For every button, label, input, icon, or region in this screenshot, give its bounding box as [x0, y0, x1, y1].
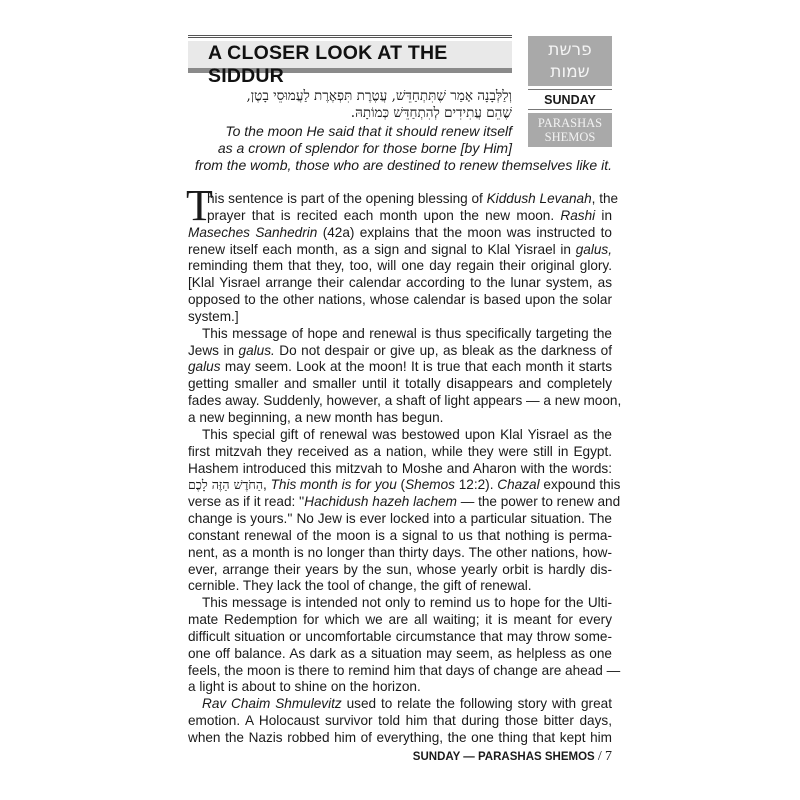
text: first mitzvah they received as a nation, while they were still in Egypt.	[188, 443, 612, 459]
text: getting smaller and smaller until it totally disappears and completely	[188, 376, 612, 392]
text-line	[188, 444, 612, 461]
text: may seem. Look at the moon! It is true that each month it starts	[220, 359, 612, 375]
text-line	[188, 562, 612, 579]
italic-text: galus	[188, 359, 221, 375]
italic-text: galus.	[238, 342, 275, 358]
text: used to relate the following story with great	[341, 696, 612, 712]
parasha-hebrew-line: שמות	[550, 62, 590, 82]
hebrew-text: הַחֹדֶשׁ הַזֶּה לָכֶם	[188, 477, 264, 493]
text: emotion. A Holocaust survivor told him that during those bitter days,	[188, 713, 612, 729]
text: a light is about to shine on the horizon.	[188, 679, 421, 695]
page-footer	[413, 749, 612, 765]
text: , the	[591, 191, 619, 206]
text-line	[188, 309, 612, 326]
italic-text: Rav Chaim Shmulevitz	[202, 696, 342, 712]
parasha-hebrew-line: פרשת	[548, 40, 592, 60]
text: change is yours.'' No Jew is ever locked into a particular situation. The	[188, 511, 612, 527]
italic-text: Shemos	[405, 477, 455, 493]
parasha-hebrew-label	[528, 36, 612, 86]
text: constant renewal of the moon is a signal to us that nothing is perma-	[188, 527, 612, 543]
text: (42a) explains that the moon was instructed to	[317, 224, 612, 240]
quote-translation-line: as a crown of splendor for those borne [by Him]	[217, 140, 512, 156]
text: nent, as a month is no longer than thirty days. The other nations, how-	[188, 544, 612, 560]
text-line	[188, 359, 612, 376]
text: feels, the moon is there to remind him that days of change are ahead —	[188, 662, 621, 678]
text-line	[188, 679, 612, 696]
text: opposed to the other nations, whose calendar is based upon the solar	[188, 292, 612, 308]
divider	[528, 109, 612, 110]
text-line	[188, 730, 612, 747]
text: when the Nazis robbed him of everything, the one thing that kept him	[188, 730, 612, 745]
text: This special gift of renewal was bestowed upon Klal Yisrael as the	[202, 426, 612, 442]
separator: /	[597, 749, 602, 764]
text-line	[188, 326, 612, 343]
text-line	[188, 545, 612, 562]
text: ,	[263, 477, 271, 493]
italic-text: Chazal	[497, 477, 540, 493]
text: prayer that is recited each month upon the new moon.	[207, 207, 561, 223]
day-label: SUNDAY	[544, 93, 596, 107]
text: verse as if it read: ''	[188, 494, 305, 510]
italic-text: Maseches Sanhedrin	[188, 224, 318, 240]
text-line	[188, 713, 612, 730]
parasha-line: PARASHAS	[537, 116, 603, 130]
text: Hashem introduced this mitzvah to Moshe and Aharon with the words:	[188, 460, 612, 476]
text: a new beginning, a new month has begun.	[188, 409, 444, 425]
text-line	[188, 427, 612, 444]
quote-translation-line: from the womb, those who are destined to renew themselves like it.	[194, 157, 612, 173]
italic-text: galus,	[575, 241, 612, 257]
text-line	[188, 494, 621, 511]
text-line	[188, 629, 612, 646]
page-number: 7	[605, 749, 612, 764]
hebrew-quote-line: שֶׁהֵם עֲתִידִים לְהִתְחַדֵּשׁ כְּמוֹתָהּ.	[350, 105, 512, 121]
text-line	[188, 343, 612, 360]
text-line	[188, 410, 612, 427]
text-line	[188, 275, 612, 292]
text: 12:2).	[454, 477, 498, 493]
section-title: A CLOSER LOOK AT THE SIDDUR	[208, 42, 448, 87]
text: expound this	[539, 477, 621, 493]
italic-text: Rashi	[560, 207, 596, 223]
text: system.]	[188, 308, 239, 324]
parasha-line: SHEMOS	[544, 130, 596, 144]
text: This message is intended not only to remind us to hope for the Ulti-	[202, 595, 612, 611]
body-text	[188, 191, 622, 747]
text: (	[396, 477, 406, 493]
text-line	[188, 191, 619, 208]
text: cernible. They lack the tool of change, the gift of renewal.	[188, 578, 532, 594]
section-header	[188, 35, 512, 87]
text-line	[188, 208, 612, 225]
text-line	[188, 242, 612, 259]
italic-text: This month is for you	[270, 477, 397, 493]
text-line	[188, 376, 612, 393]
text-line	[188, 528, 612, 545]
text-line	[188, 662, 621, 680]
text-line	[188, 393, 622, 410]
drop-cap: T	[186, 181, 213, 230]
text: [Klal Yisrael arrange their calendar according to the lunar system, as	[188, 275, 612, 291]
text-line	[188, 646, 612, 663]
text-line	[188, 595, 612, 612]
text-line	[188, 578, 612, 595]
text-line	[188, 461, 612, 478]
text: in	[595, 207, 612, 223]
text: This message of hope and renewal is thus specifically targeting the	[202, 325, 612, 341]
italic-text: Kiddush Levanah	[486, 191, 592, 206]
hebrew-quote-line: וְלַלְּבָנָה אָמַר שֶׁתִּתְחַדֵּשׁ, עֲטֶרֶת תִּפְאֶרֶת לַעֲמוּסֵי בָטֶן,	[246, 88, 512, 104]
text-line	[188, 225, 612, 242]
quote-translation-line: To the moon He said that it should renew itself	[225, 123, 512, 139]
text: fades away. Suddenly, however, a shaft of light appears — a new moon,	[188, 393, 622, 409]
text: Jews in	[188, 342, 239, 358]
text-line	[188, 511, 612, 528]
parasha-english-label	[528, 113, 612, 147]
text: mate Redemption for which we are all waiting; it is meant for every	[188, 612, 612, 628]
text-line	[188, 292, 612, 309]
text-line	[188, 258, 612, 275]
text: renew itself each month, as a sign and signal to Klal Yisrael in	[188, 241, 576, 257]
text: one off balance. As dark as a situation may seem, as helpless as one	[188, 645, 612, 661]
text: — the power to renew and	[456, 494, 621, 510]
text-line	[188, 696, 612, 713]
text: difficult situation or uncomfortable circumstance that may throw some-	[188, 628, 612, 644]
text: ever, arrange their years by the sun, whose yearly orbit is hardly dis-	[188, 561, 612, 577]
running-head: SUNDAY — PARASHAS SHEMOS	[412, 751, 595, 763]
parasha-tab	[528, 36, 612, 147]
text-line	[188, 477, 621, 494]
italic-text: Hachidush hazeh lachem	[304, 494, 457, 510]
text: Do not despair or give up, as bleak as the darkness of	[274, 342, 612, 358]
text-line	[188, 612, 612, 629]
text: reminding them that they, too, will one day regain their original glory.	[188, 258, 612, 274]
text: his sentence is part of the opening blessing of	[207, 191, 487, 206]
